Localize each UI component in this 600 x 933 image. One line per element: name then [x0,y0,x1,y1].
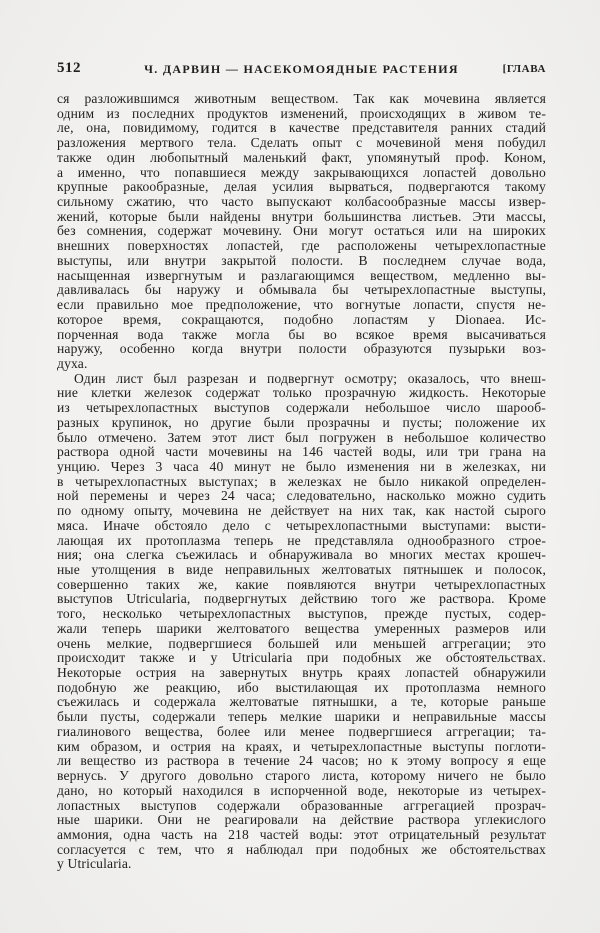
text-line: вернусь. У другого довольно старого листа, которому ничего не было [57,768,546,784]
text-line: насыщенная извергнутым и разлагающимся веществом, медленно вы- [57,267,546,283]
text-line: одним из последних продуктов изменений, происходящих в живом те- [57,105,546,121]
text-line: выступы, или внутри закрытой полости. В последнем случае вода, [57,252,546,268]
text-line: согласуется с тем, что я наблюдал при подобных же обстоятельствах [57,841,546,857]
text-line: ной перемены и через 24 часа; следовательно, насколько можно судить [57,488,546,504]
text-line: у Utricularia. [57,856,132,872]
text-line: если правильно мое предположение, что вогнутые лопасти, спустя не- [57,297,546,313]
text-line: также один любопытный маленький факт, упомянутый проф. Коном, [57,149,546,165]
text-line: без сомнения, содержат мочевину. Они могут остаться или на широких [57,223,546,239]
text-line: мяса. Иначе обстояло дело с четырехлопастными выступами: высти- [57,517,546,533]
text-line: раствора одной части мочевины на 146 частей воды, или три грана на [57,444,546,460]
text-line: сильному сжатию, что часто выпускают колбасообразные массы извер- [57,194,546,210]
text-line: очень мелкие, подвергшиеся большей или меньшей аггрегации; это [57,635,546,651]
text-line: совершенно таких же, какие появляются внутри четырехлопастных [57,576,546,592]
text-line: ле, она, повидимому, годится в качестве представителя ранних стадий [57,120,546,136]
text-line: жали теперь шарики желтоватого вещества умеренных размеров или [57,620,546,636]
text-line: происходит также и у Utricularia при подобных же обстоятельствах. [57,650,546,666]
text-line: крупные ракообразные, делая усилия вырваться, подвергаются такому [57,179,546,195]
text-line: ные шарики. Они не реагировали на действие раствора углекислого [57,812,546,828]
text-line: Некоторые острия на завернутых внутрь краях лопастей обнаружили [57,665,546,681]
text-line: разложения мертвого тела. Сделать опыт с мочевиной меня побудил [57,135,546,151]
text-line: того, несколько четырехлопастных выступов, прежде пустых, содер- [57,606,546,622]
text-line: ние клетки железок содержат только прозрачную жидкость. Некоторые [57,385,546,401]
text-line: духа. [57,355,88,371]
text-line: которое время, сокращаются, подобно лопастям у Dionaea. Ис- [57,311,546,327]
text-line: лопастных выступов содержали образованные аггрегацией прозрач- [57,797,546,813]
text-line: дано, но который находился в испорченной воде, некоторые из четырех- [57,782,546,798]
text-line: унцию. Через 3 часа 40 минут не было изменения ни в железках, ни [57,458,546,474]
text-line: Один лист был разрезан и подвергнут осмотру; оказалось, что внеш- [74,370,546,386]
running-header [57,60,546,78]
text-line: разных крупинок, но другие были прозрачны и пусты; положение их [57,414,546,430]
text-line: съежилась и содержала желтоватые пятнышки, а те, которые раньше [57,694,546,710]
text-line: порченная вода также могла бы во всякое время высачиваться [57,326,546,342]
text-line: жений, которые были найдены внутри большинства листьев. Эти массы, [57,208,546,224]
text-line: ния; она слегка съежилась и обнаруживала во многих местах крошеч- [57,547,546,563]
page-number: 512 [57,60,81,76]
text-line: давливалась бы наружу и обмывала бы четырехлопастные выступы, [57,282,546,298]
text-line: ные утолщения в виде неправильных желтоватых пятнышек и полосок, [57,562,546,577]
chapter-marker: [ГЛАВА [502,63,546,75]
text-line: по одному опыту, мочевина не действует на них так, как настой сырого [57,503,546,519]
text-line: аммония, одна часть на 218 частей воды: этот отрицательный результат [57,826,546,842]
text-line: выступов Utricularia, подвергнутых действию того же раствора. Кроме [57,591,546,607]
text-line: были пусты, содержали теперь мелкие шарики и неправильные массы [57,709,546,725]
text-line: было отмечено. Затем этот лист был погружен в небольшое количество [57,429,546,445]
text-line: в четырехлопастных выступах; в железках не было никакой определен- [57,473,546,489]
page-text [57,92,546,872]
text-line: ся разложившимся животным веществом. Так как мочевина является [57,91,546,106]
text-line: а именно, что попавшиеся между закрывающихся лопастей довольно [57,164,546,180]
text-line: лающая их протоплазма теперь не представляла однообразного строе- [57,532,546,548]
text-line: гиалинового вещества, более или менее подвергшиеся аггрегации; та- [57,723,546,739]
text-line: внешних поверхностях лопастей, где расположены четырехлопастные [57,238,546,254]
text-line: из четырехлопастных выступов содержали небольшое число шарооб- [57,400,546,416]
text-line: наружу, особенно когда внутри полости образуются пузырьки воз- [57,341,546,357]
text-line: подобную же реакцию, ибо выстилающая их протоплазма немного [57,679,546,695]
text-line: ли вещество из раствора в течение 24 часов; но к этому вопросу я еще [57,753,546,769]
running-title: Ч. ДАРВИН — НАСЕКОМОЯДНЫЕ РАСТЕНИЯ [144,62,459,76]
text-line: ким образом, и острия на краях, и четырехлопастные выступы поглоти- [57,738,546,754]
